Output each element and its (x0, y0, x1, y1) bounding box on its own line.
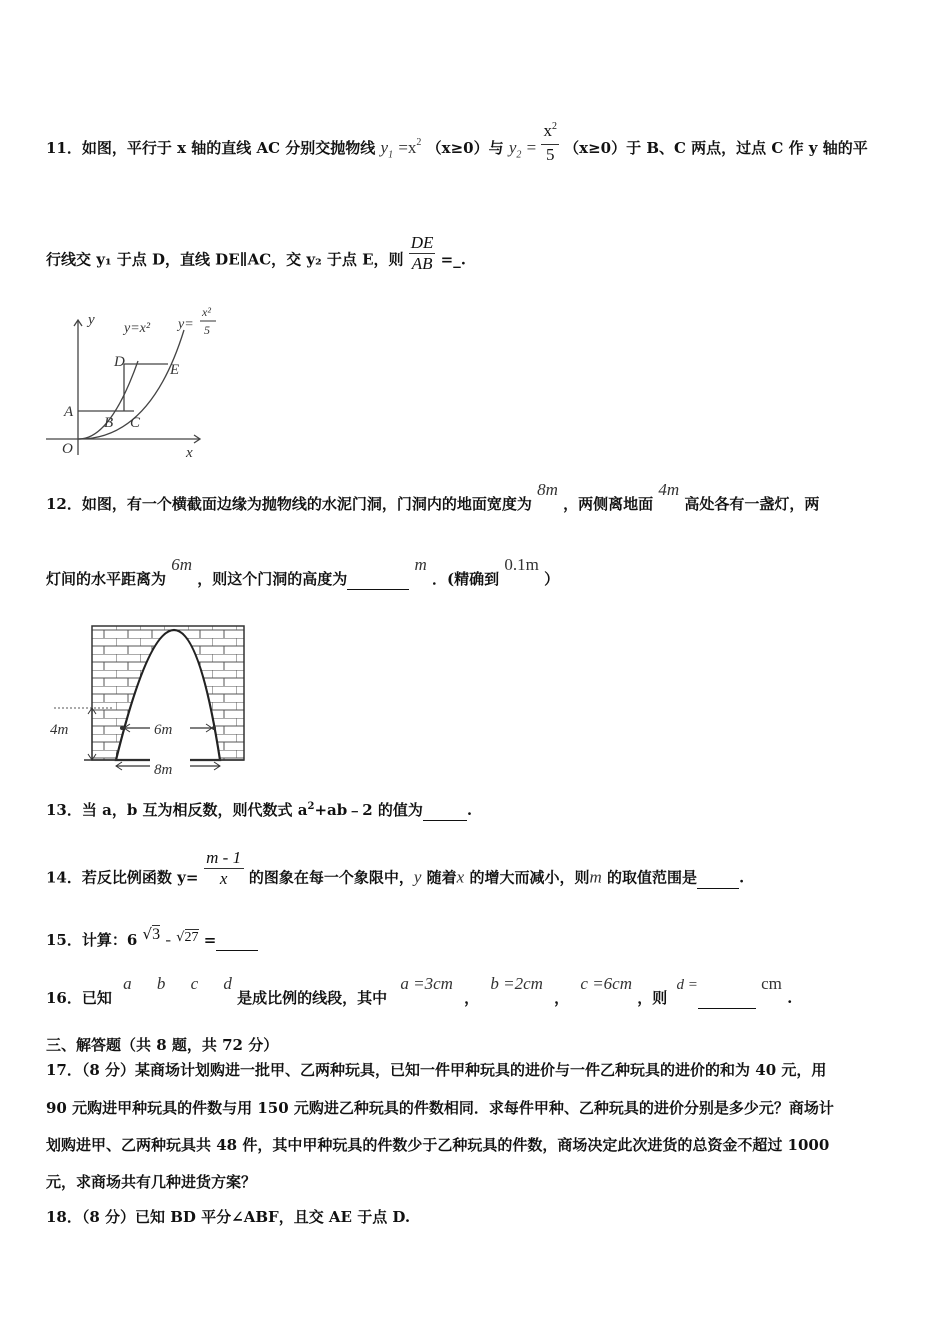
q12-text-f: ．(精确到 (432, 570, 500, 588)
q18-line: 18．（8 分）已知 BD 平分∠ABF，且交 AE 于点 D. (46, 1208, 411, 1226)
q16-text-b: 是成比例的线段，其中 (237, 989, 388, 1007)
q13-end: . (466, 801, 473, 819)
q16-unit: cm (761, 974, 782, 993)
q15-line (46, 925, 258, 952)
q14-text-a: 14．若反比例函数 y= (46, 868, 199, 887)
q16-line: 16．已知 a b c d 是成比例的线段，其中 a =3cm ， b =2cm ， c =6cm ，则 d = cm . (46, 974, 793, 1007)
q11-eq2: = (526, 138, 537, 157)
q14-var-y: y (413, 867, 422, 887)
q12-text-d: 灯间的水平距离为 (46, 570, 167, 588)
graph-curve2-label: y= (178, 317, 194, 332)
q11-line1 (46, 121, 868, 171)
graph-point-B: B (104, 415, 114, 431)
q15-minus: - (165, 930, 172, 949)
q14-text-c: 随着 (426, 868, 457, 887)
q14-text-e: 的取值范围是 (606, 868, 697, 887)
graph-point-C: C (130, 415, 141, 431)
graph-origin-label: O (62, 441, 73, 457)
q17-line4: 元，求商场共有几种进货方案？ (46, 1173, 257, 1191)
fig-lamp-gap-label: 6m (154, 722, 173, 738)
q11-de-ab-fraction: $\frac{DE}{AB}$ (410, 233, 434, 273)
q12-text-b: ，两侧离地面 (563, 495, 654, 513)
q17-line3: 划购进甲、乙两种玩具共 48 件，其中甲种玩具的件数少于乙种玩具的件数，商场决定此次进货的总资金不超过 1000 (46, 1136, 830, 1154)
q14-end: . (739, 868, 745, 887)
q16-var-a: a (123, 974, 132, 993)
q13-answer-blank (423, 800, 467, 821)
q11-y2: $y_2$ (508, 138, 522, 161)
q11-number: 11． (46, 139, 82, 157)
q11-fraction: $\frac{x^2}{5}$ (543, 121, 557, 164)
q15-sqrt3: √3 (142, 925, 161, 943)
q11-exp: 2 (416, 137, 422, 148)
q12-unit: m (414, 555, 427, 574)
q13-exponent: 2 (307, 801, 315, 812)
q11-cond: （x≥0）与 (426, 139, 504, 157)
q11-parabola-graph (40, 300, 230, 465)
q14-var-m: m (589, 867, 602, 887)
q14-text-b: 的图象在每一个象限中， (248, 868, 414, 887)
q11-text-b: （x≥0）于 B、C 两点，过点 C 作 y 轴的平 (564, 139, 868, 157)
fig-height-label: 4m (50, 722, 69, 738)
q15-eq: = (203, 931, 217, 949)
q14-fraction: $\frac{m - 1}{x}$ (204, 848, 244, 889)
q12-line2 (46, 555, 560, 590)
q16-var-b: b (156, 974, 166, 993)
graph-point-E: E (170, 362, 180, 378)
q16-eq-c: c =6cm (580, 974, 632, 993)
q13-text-b: +ab﹣2 的值为 (314, 801, 423, 819)
q11-text-c: 行线交 y₁ 于点 D，直线 DE∥AC，交 y₂ 于点 E，则 (46, 250, 404, 269)
q12-number: 12． (46, 495, 82, 513)
graph-curve1-label: y=x² (124, 321, 151, 336)
q12-text-a: 如图，有一个横截面边缘为抛物线的水泥门洞，门洞内的地面宽度为 (81, 495, 532, 513)
q16-text-c: ，则 (637, 989, 668, 1007)
q11-line2 (46, 233, 466, 281)
graph-x-label: x (186, 445, 193, 461)
q12-text-g: ） (544, 570, 560, 588)
q16-text-a: 16．已知 (46, 989, 112, 1007)
q12-text-e: ，则这个门洞的高度为 (197, 570, 348, 588)
q16-end: . (787, 989, 793, 1007)
graph-curve2-num: x² (202, 305, 211, 319)
q12-distance: 6m (171, 555, 193, 574)
q16-answer-blank (698, 988, 756, 1009)
q14-var-x: x (456, 867, 465, 887)
q11-x: x (407, 138, 417, 157)
q12-line1 (46, 480, 820, 514)
q16-eq-d: d = (676, 977, 698, 993)
q11-y1: $y_1$ (380, 138, 394, 161)
q12-width: 8m (537, 480, 558, 499)
q12-text-c: 高处各有一盏灯，两 (684, 495, 820, 513)
q13-text: 13．当 a，b 互为相反数，则代数式 a (46, 801, 308, 819)
q17-line1: 17．（8 分）某商场计划购进一批甲、乙两种玩具，已知一件甲种玩具的进价与一件乙种玩具的进价的和为 40 元，用 (46, 1061, 827, 1079)
q11-eq1: = (398, 138, 408, 157)
q17-line2: 90 元购进甲种玩具的件数与用 150 元购进乙种玩具的件数相同．求每件甲种、乙种玩具的进价分别是多少元？商场计 (46, 1099, 834, 1117)
q14-answer-blank (697, 868, 739, 889)
q14-text-d: 的增大而减小，则 (469, 868, 590, 887)
q15-answer-blank (216, 930, 258, 951)
q16-var-c: c (190, 974, 199, 993)
q12-answer-blank (347, 569, 409, 590)
q11-answer: =_. (440, 250, 466, 269)
q12-arch-figure (44, 622, 249, 780)
graph-point-A: A (64, 404, 74, 420)
q14-line (46, 848, 745, 899)
q16-eq-a: a =3cm (400, 974, 453, 993)
q15-sqrt27: √27 (176, 930, 199, 945)
q12-precision: 0.1m (504, 555, 539, 574)
graph-curve2-den: 5 (204, 323, 210, 337)
q16-var-d: d (223, 974, 232, 993)
q13-line (46, 800, 472, 823)
q15-text: 15．计算：6 (46, 931, 138, 949)
graph-y-label: y (88, 312, 95, 328)
graph-point-D: D (114, 354, 125, 370)
q16-eq-b: b =2cm (490, 974, 543, 993)
fig-ground-label: 8m (154, 762, 173, 778)
q11-text-a: 如图，平行于 x 轴的直线 AC 分别交抛物线 (81, 139, 376, 157)
section-3-heading: 三、解答题（共 8 题，共 72 分） (46, 1036, 279, 1054)
q12-height: 4m (658, 480, 680, 499)
